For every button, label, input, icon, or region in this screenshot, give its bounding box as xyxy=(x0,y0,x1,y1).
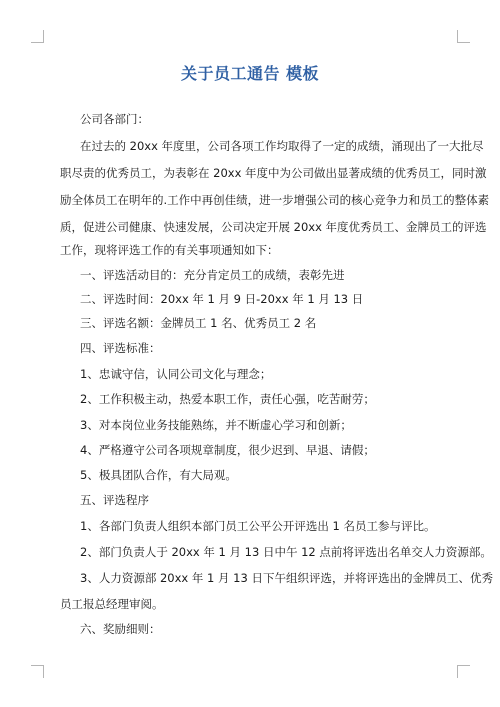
crop-mark-top-right xyxy=(457,30,470,43)
crop-mark-bottom-right xyxy=(457,665,470,678)
body-line: 工作，现将评选工作的有关事项通知如下： xyxy=(60,243,279,257)
section-heading: 二、评选时间：20xx 年 1 月 9 日-20xx 年 1 月 13 日 xyxy=(80,292,364,306)
section-heading: 三、评选名额：金牌员工 1 名、优秀员工 2 名 xyxy=(80,316,317,330)
section-heading: 一、评选活动目的：充分肯定员工的成绩，表彰先进 xyxy=(80,268,345,282)
crop-mark-top-left xyxy=(31,30,44,43)
list-item: 2、部门负责人于 20xx 年 1 月 13 日中午 12 点前将评选出名单交人力资源部。 xyxy=(80,545,492,559)
list-item: 3、对本岗位业务技能熟练，并不断虚心学习和创新； xyxy=(80,418,352,432)
list-item: 5、极具团队合作，有大局观。 xyxy=(80,468,237,482)
body-line: 在过去的 20xx 年度里，公司各项工作均取得了一定的成绩，涌现出了一大批尽 xyxy=(80,139,484,153)
body-line: 质，促进公司健康、快速发展，公司决定开展 20xx 年度优秀员工、金牌员工的评选 xyxy=(60,220,487,234)
salutation: 公司各部门： xyxy=(80,112,149,126)
body-line: 励全体员工在明年的.工作中再创佳绩，进一步增强公司的核心竞争力和员工的整体素 xyxy=(60,193,490,207)
list-item: 1、各部门负责人组织本部门员工公平公开评选出 1 名员工参与评比。 xyxy=(80,519,436,533)
list-item: 3、人力资源部 20xx 年 1 月 13 日下午组织评选，并将评选出的金牌员工、优秀 xyxy=(80,571,493,585)
section-heading: 五、评选程序 xyxy=(80,493,149,507)
body-line: 职尽责的优秀员工，为表彰在 20xx 年度中为公司做出显著成绩的优秀员工，同时激 xyxy=(60,166,487,180)
list-item-continuation: 员工报总经理审阅。 xyxy=(60,597,164,611)
list-item: 1、忠诚守信，认同公司文化与理念； xyxy=(80,367,272,381)
crop-mark-bottom-left xyxy=(31,665,44,678)
section-heading: 六、奖励细则： xyxy=(80,622,161,636)
section-heading: 四、评选标准： xyxy=(80,341,161,355)
document-title: 关于员工通告 模板 xyxy=(180,64,320,83)
list-item: 2、工作积极主动，热爱本职工作，责任心强，吃苦耐劳； xyxy=(80,392,375,406)
list-item: 4、严格遵守公司各项规章制度，很少迟到、早退、请假； xyxy=(80,443,375,457)
